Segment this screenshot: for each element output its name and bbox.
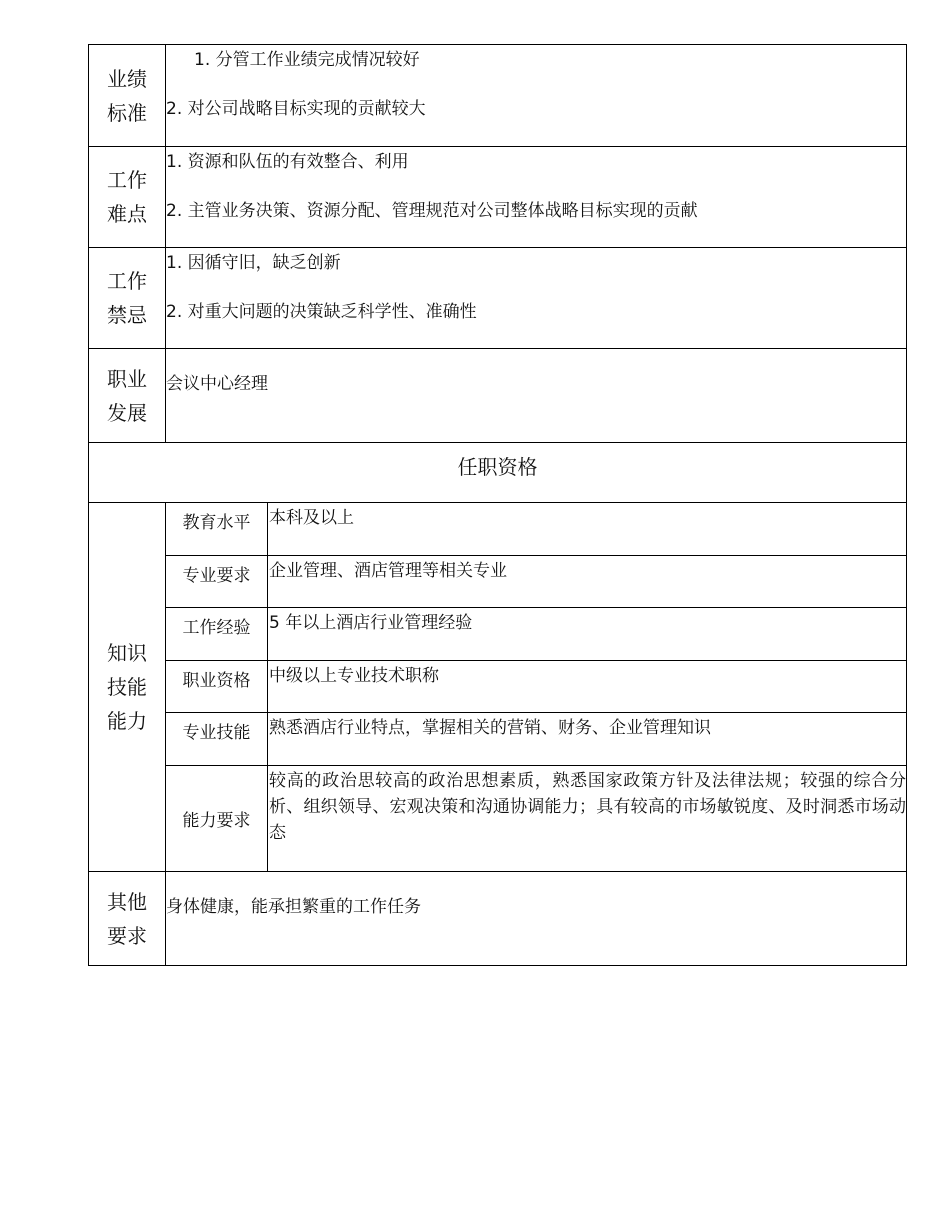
other-value: 身体健康，能承担繁重的工作任务 (166, 897, 421, 917)
skills-row-major (89, 556, 907, 608)
skills-value-major: 企业管理、酒店管理等相关专业 (268, 556, 907, 608)
taboos-item-1: 1. 因循守旧，缺乏创新 (166, 253, 341, 273)
skills-row-ability (89, 766, 907, 872)
difficulty-item-1: 1. 资源和队伍的有效整合、利用 (166, 152, 409, 172)
career-label: 职业 发展 (89, 349, 166, 443)
career-row (89, 349, 907, 443)
performance-item-2: 2. 对公司战略目标实现的贡献较大 (166, 99, 426, 119)
other-row (89, 872, 907, 966)
difficulty-label: 工作 难点 (89, 147, 166, 248)
skills-sub-label-education: 教育水平 (166, 503, 268, 556)
skills-value-ability: 较高的政治思较高的政治思想素质，熟悉国家政策方针及法律法规；较强的综合分析、组织领导、宏观决策和沟通协调能力；具有较高的市场敏锐度、及时洞悉市场动态 (268, 766, 907, 872)
job-requirements-sheet (88, 44, 906, 966)
skills-sub-label-ability: 能力要求 (166, 766, 268, 872)
skills-sub-label-expertise: 专业技能 (166, 713, 268, 766)
skills-sub-label-experience: 工作经验 (166, 608, 268, 661)
difficulty-row (89, 147, 907, 248)
job-requirements-table (88, 44, 907, 966)
other-content (166, 872, 907, 966)
taboos-content (166, 248, 907, 349)
career-value: 会议中心经理 (166, 374, 268, 394)
skills-sub-label-major: 专业要求 (166, 556, 268, 608)
performance-label: 业绩 标准 (89, 45, 166, 147)
skills-row-education (89, 503, 907, 556)
skills-label: 知识 技能 能力 (89, 503, 166, 872)
taboos-label: 工作 禁忌 (89, 248, 166, 349)
skills-row-experience (89, 608, 907, 661)
qualifications-title: 任职资格 (89, 443, 907, 503)
skills-sub-label-certification: 职业资格 (166, 661, 268, 713)
career-content (166, 349, 907, 443)
performance-row (89, 45, 907, 147)
performance-item-1: 1. 分管工作业绩完成情况较好 (194, 50, 420, 70)
skills-value-expertise: 熟悉酒店行业特点，掌握相关的营销、财务、企业管理知识 (268, 713, 907, 766)
performance-content (166, 45, 907, 147)
skills-row-expertise (89, 713, 907, 766)
taboos-row (89, 248, 907, 349)
skills-value-certification: 中级以上专业技术职称 (268, 661, 907, 713)
skills-value-experience: 5 年以上酒店行业管理经验 (268, 608, 907, 661)
taboos-item-2: 2. 对重大问题的决策缺乏科学性、准确性 (166, 302, 477, 322)
difficulty-content (166, 147, 907, 248)
qualifications-header-row (89, 443, 907, 503)
skills-value-education: 本科及以上 (268, 503, 907, 556)
other-label: 其他 要求 (89, 872, 166, 966)
difficulty-item-2: 2. 主管业务决策、资源分配、管理规范对公司整体战略目标实现的贡献 (166, 201, 698, 221)
skills-row-certification (89, 661, 907, 713)
